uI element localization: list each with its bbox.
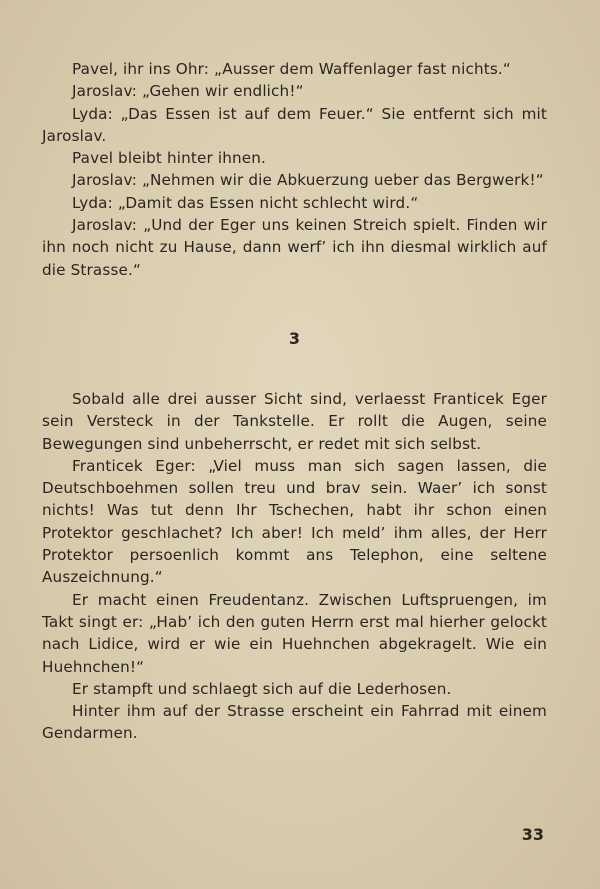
- paragraph: Hinter ihm auf der Strasse erscheint ein Fahrrad mit einem Gendarmen.: [42, 702, 547, 743]
- paragraph: Sobald alle drei ausser Sicht sind, verlaesst Franticek Eger sein Versteck in der Tankstelle. Er rollt die Augen, seine Bewegungen sind unbeherrscht, er redet mit sich selbst.: [42, 389, 547, 453]
- section-number: 3: [288, 328, 301, 348]
- page-number: 33: [521, 825, 544, 844]
- paragraph: Franticek Eger: „Viel muss man sich sagen lassen, die Deutschboehmen sollen treu und brav sein. Waer’ ich sonst nichts! Was tut denn Ihr Tschechen, habt ihr schon einen Protektor geschlachet? Ich aber! Ich meld’ ihm alles, der Herr Protektor persoenlich kommt ans Telephon, eine seltene Auszeichnung.“: [42, 456, 547, 587]
- paragraph: Jaroslav: „Und der Eger uns keinen Streich spielt. Finden wir ihn noch nicht zu Hause, dann werf’ ich ihn diesmal wirklich auf die Strasse.“: [42, 216, 547, 279]
- paragraph: Er stampft und schlaegt sich auf die Lederhosen.: [72, 679, 452, 698]
- book-page: [42, 58, 547, 745]
- paragraph: Jaroslav: „Gehen wir endlich!“: [72, 82, 304, 101]
- paragraph: Lyda: „Damit das Essen nicht schlecht wird.“: [72, 193, 419, 212]
- paragraph: Pavel, ihr ins Ohr: „Ausser dem Waffenlager fast nichts.“: [72, 60, 511, 78]
- paragraph: Lyda: „Das Essen ist auf dem Feuer.“ Sie entfernt sich mit Jaroslav.: [42, 104, 547, 145]
- paragraph: Er macht einen Freudentanz. Zwischen Luftspruengen, im Takt singt er: „Hab’ ich den guten Herrn erst mal hierher gelockt nach Lidice, wird er wie ein Huehnchen abgekragelt. Wie ein Huehnchen!“: [42, 590, 547, 676]
- paragraph: Pavel bleibt hinter ihnen.: [72, 149, 267, 168]
- paragraph: Jaroslav: „Nehmen wir die Abkuerzung ueber das Bergwerk!“: [72, 171, 544, 190]
